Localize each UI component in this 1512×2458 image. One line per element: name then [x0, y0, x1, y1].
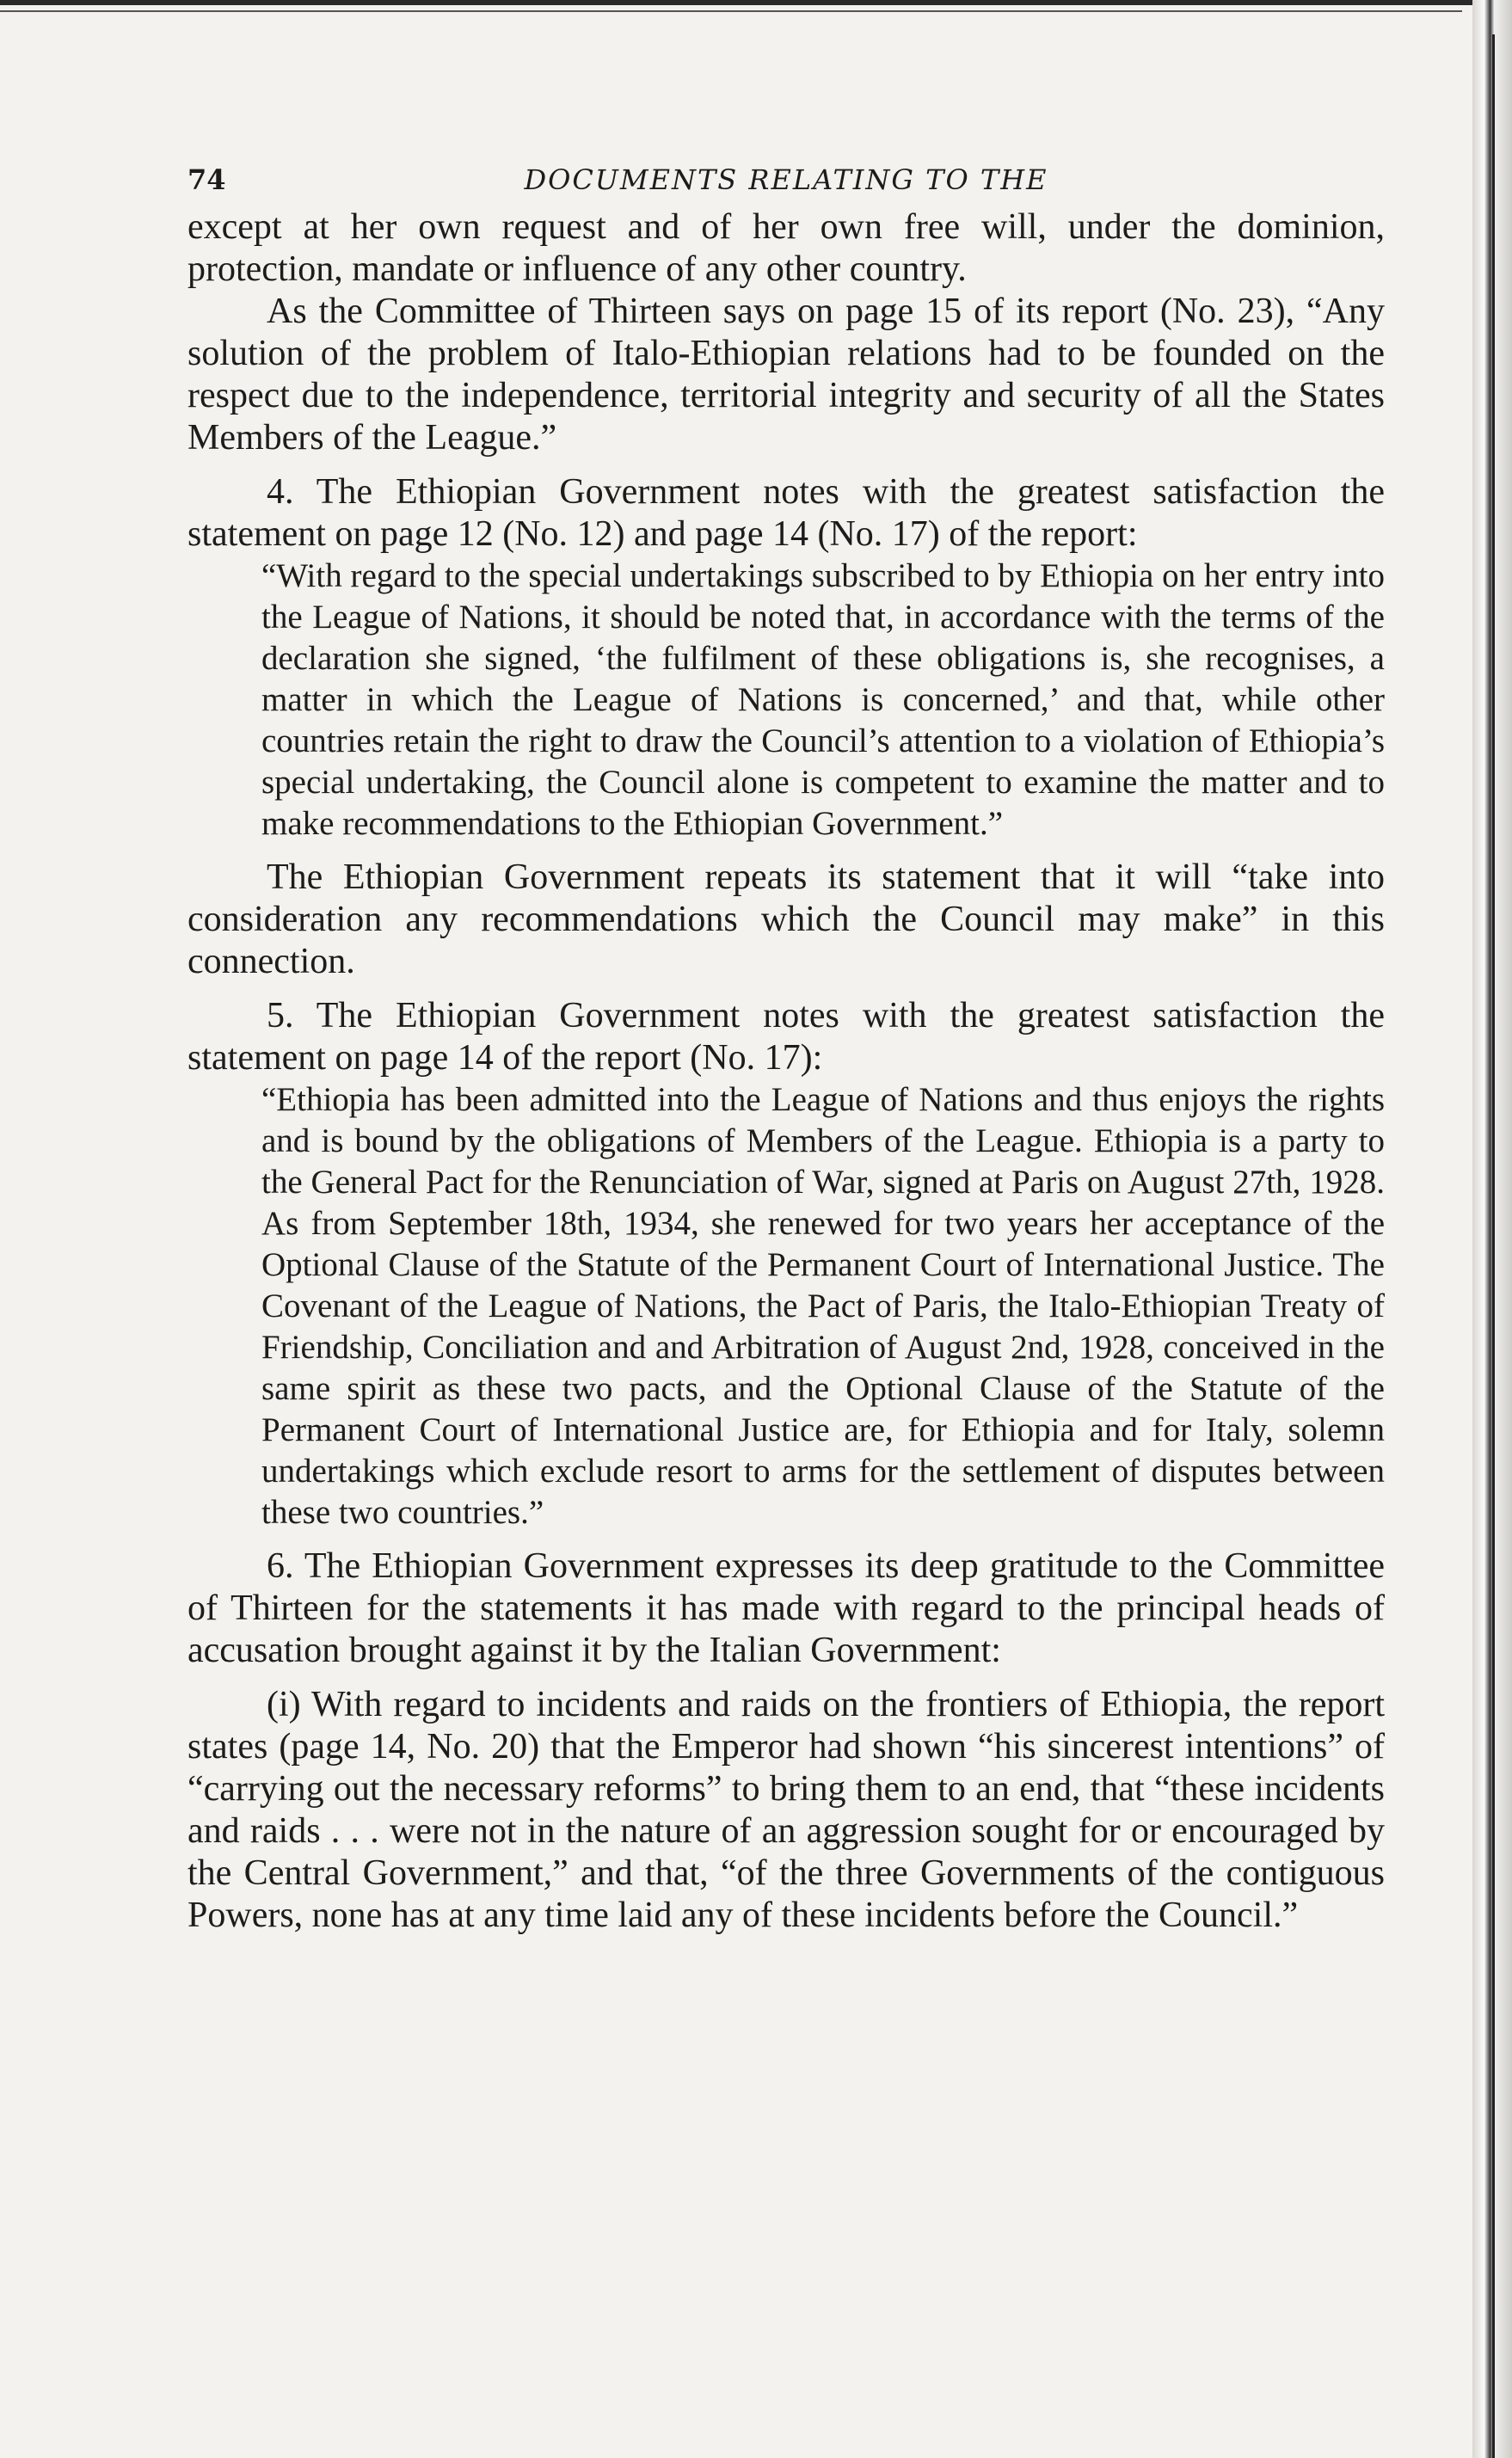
paragraph-committee-quote: As the Committee of Thirteen says on page 15 of its report (No. 23), “Any solution of the problem of Italo-Ethiopian relations had to be founded on the respect due to the independence, territorial integrity and security of all the States Members of the League.”	[187, 292, 1385, 458]
top-edge-rule-thin	[0, 10, 1462, 12]
block-quote-league-membership	[187, 1079, 1385, 1533]
paragraph-section-5: 5. The Ethiopian Government notes with the greatest satisfaction the statement on page 14 of the report (No. 17):	[187, 996, 1385, 1078]
body-text	[187, 206, 1385, 1937]
running-title: DOCUMENTS RELATING TO THE	[524, 163, 1048, 196]
page-number: 74	[187, 163, 226, 196]
page-binding-line	[1492, 34, 1495, 2458]
quote-text: “Ethiopia has been admitted into the League of Nations and thus enjoys the rights and is bound by the obligations of Members of the League. Ethiopia is a party to the General Pact for the Renunciation of War, signed at Paris on August 27th, 1928. As from September 18th, 1934, she renewed for two years her acceptance of the Optional Clause of the Statute of the Permanent Court of International Justice. The Covenant of the League of Nations, the Pact of Paris, the Italo-Ethiopian Treaty of Friendship, Conciliation and and Arbitration of August 2nd, 1928, conceived in the same spirit as these two pacts, and the Optional Clause of the Statute of the Permanent Court of International Justice are, for Ethiopia and for Italy, solemn undertakings which exclude resort to arms for the settlement of disputes between these two countries.”	[261, 1081, 1385, 1531]
top-edge-rule	[0, 0, 1479, 5]
quote-text: “With regard to the special undertakings subscribed to by Ethiopia on her entry into the League of Nations, it should be noted that, in accordance with the terms of the declaration she signed, ‘the fulfilment of these obligations is, she recognises, a matter in which the League of Nations is concerned,’ and that, while other countries retain the right to draw the Council’s attention to a violation of Ethiopia’s special undertaking, the Council alone is competent to examine the matter and to make recommendations to the Ethiopian Government.”	[261, 557, 1385, 842]
paragraph-section-4: 4. The Ethiopian Government notes with the greatest satisfaction the statement on page 12 (No. 12) and page 14 (No. 17) of the report:	[187, 472, 1385, 554]
running-header	[187, 155, 1385, 206]
paragraph-section-6: 6. The Ethiopian Government expresses its deep gratitude to the Committee of Thirteen for the statements it has made with regard to the principal heads of accusation brought against it by the Italian Government:	[187, 1546, 1385, 1670]
paragraph-continuation: except at her own request and of her own free will, under the dominion, protection, mandate or influence of any other country.	[187, 207, 1385, 289]
block-quote-undertakings	[187, 556, 1385, 845]
paragraph-repeat-statement: The Ethiopian Government repeats its statement that it will “take into consideration any recommendations which the Council may make” in this connection.	[187, 857, 1385, 981]
document-page	[187, 155, 1385, 1937]
paragraph-incidents-raids: (i) With regard to incidents and raids on the frontiers of Ethiopia, the report states (page 14, No. 20) that the Emperor had shown “his sincerest intentions” of “carrying out the necessary reforms” to bring them to an end, that “these incidents and raids . . . were not in the nature of an aggression sought for or encouraged by the Central Government,” and that, “of the three Governments of the contiguous Powers, none has at any time laid any of these incidents before the Council.”	[187, 1685, 1385, 1935]
